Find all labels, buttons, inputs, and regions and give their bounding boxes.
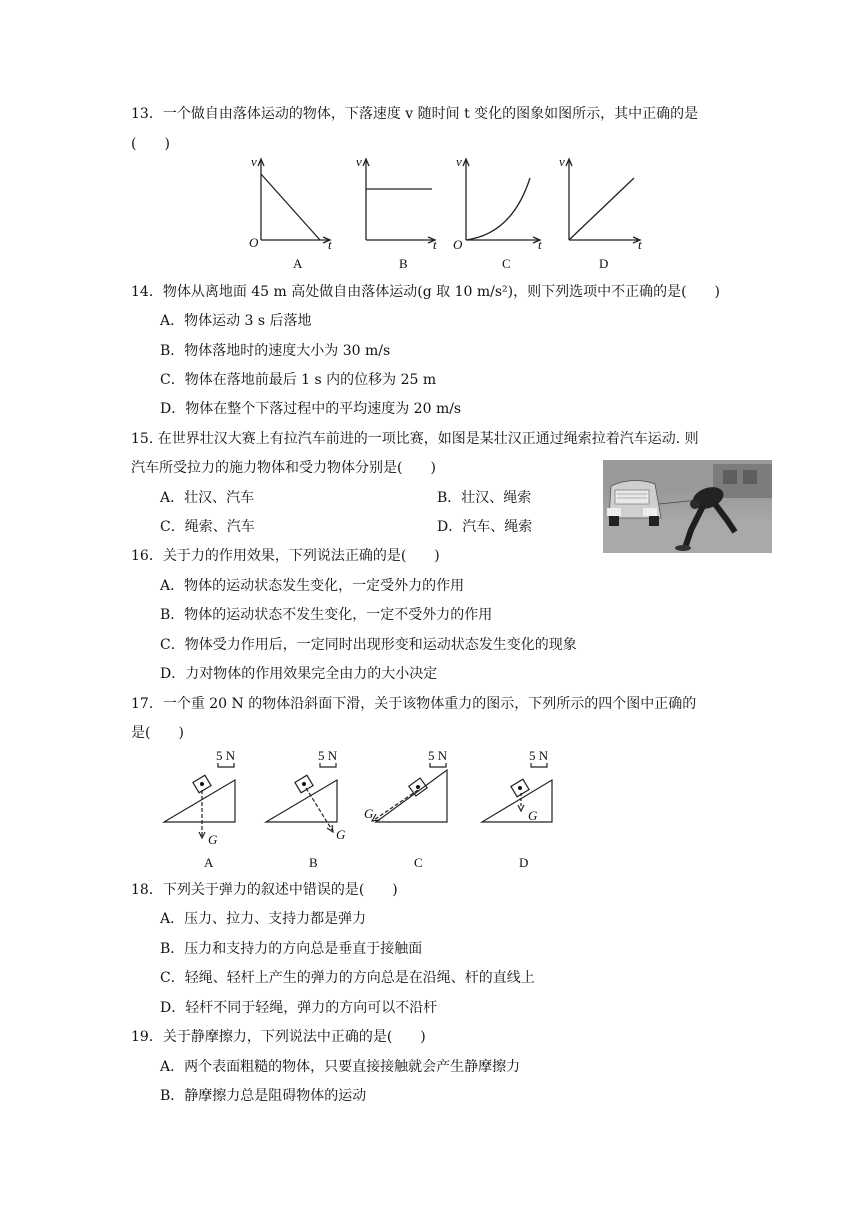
graph-c-v-label: v [456, 154, 462, 169]
graph-a-caption: A [293, 256, 303, 271]
graph-a-axes [258, 159, 330, 243]
q19-option-b: B．静摩擦力总是阻碍物体的运动 [160, 1088, 367, 1104]
graph-d-axes [566, 159, 640, 243]
diagram-b-g-label: G [336, 827, 346, 842]
q14-option-a: A．物体运动 3 s 后落地 [160, 313, 312, 329]
graph-d-t-label: t [638, 237, 642, 252]
diagram-d-g-label: G [528, 808, 538, 823]
q15-option-c: C．绳索、汽车 [160, 519, 255, 535]
graph-b-axes [363, 159, 435, 243]
q16-stem: 16．关于力的作用效果，下列说法正确的是( ) [131, 548, 440, 564]
diagram-b-arrow [306, 788, 333, 832]
graph-d-caption: D [599, 256, 609, 271]
graph-c-curve [466, 178, 530, 240]
diagram-b-scale [320, 763, 336, 767]
diagram-a-caption: A [204, 855, 214, 870]
diagram-c-arrow [372, 790, 418, 821]
q17-stem-line1: 17．一个重 20 N 的物体沿斜面下滑，关于该物体重力的图示，下列所示的四个图中正确的 [131, 696, 697, 712]
diagram-d-scale [531, 763, 547, 767]
diagram-b-incline [266, 780, 337, 822]
q18-option-a: A．压力、拉力、支持力都是弹力 [160, 911, 367, 927]
diagram-c-caption: C [414, 855, 423, 870]
q18-option-d: D．轻杆不同于轻绳，弹力的方向可以不沿杆 [160, 1000, 438, 1016]
q13-stem-line2: ( ) [131, 136, 170, 152]
q18-option-c: C．轻绳、轻杆上产生的弹力的方向总是在沿绳、杆的直线上 [160, 970, 535, 986]
q14-option-b: B．物体落地时的速度大小为 30 m/s [160, 343, 391, 359]
diagram-b-caption: B [309, 855, 318, 870]
diagram-a-arrow [199, 790, 205, 838]
diagram-a-g-label: G [208, 832, 218, 847]
graph-a-line [261, 174, 320, 240]
q16-option-b: B．物体的运动状态不发生变化，一定不受外力的作用 [160, 607, 493, 623]
q14-option-d: D．物体在整个下落过程中的平均速度为 20 m/s [160, 401, 462, 417]
diagram-d-incline [482, 780, 552, 822]
q16-option-a: A．物体的运动状态发生变化，一定受外力的作用 [160, 578, 465, 594]
q13-vt-graphs [240, 152, 650, 274]
graph-c-t-label: t [538, 237, 542, 252]
diagram-c-scale [430, 763, 446, 767]
graph-d-line [569, 178, 634, 240]
diagram-c-g-label: G [364, 806, 374, 821]
q18-option-b: B．压力和支持力的方向总是垂直于接触面 [160, 941, 423, 957]
q18-stem: 18．下列关于弹力的叙述中错误的是( ) [131, 882, 398, 898]
q15-stem-line1: 15. 在世界壮汉大赛上有拉汽车前进的一项比赛，如图是某壮汉正通过绳索拉着汽车运动. 则 [131, 431, 699, 447]
diagram-a-scale [218, 763, 234, 767]
q15-option-d: D．汽车、绳索 [437, 519, 533, 535]
graph-d-v-label: v [559, 154, 565, 169]
q17-gravity-diagrams [158, 748, 558, 874]
diagram-d-scale-label: 5 N [529, 748, 549, 763]
diagram-c-scale-label: 5 N [428, 748, 448, 763]
q17-stem-line2: 是( ) [131, 725, 184, 741]
graph-b-caption: B [399, 256, 408, 271]
graph-a-origin: O [249, 235, 259, 250]
graph-b-v-label: v [356, 154, 362, 169]
q15-option-b: B．壮汉、绳索 [437, 490, 532, 506]
q16-option-c: C．物体受力作用后，一定同时出现形变和运动状态发生变化的现象 [160, 637, 577, 653]
diagram-d-caption: D [519, 855, 529, 870]
q14-stem: 14．物体从离地面 45 m 高处做自由落体运动(g 取 10 m/s²)，则下列选项中不正确的是( ) [131, 284, 721, 300]
q15-option-a: A．壮汉、汽车 [160, 490, 255, 506]
q14-option-c: C．物体在落地前最后 1 s 内的位移为 25 m [160, 372, 437, 388]
diagram-a-scale-label: 5 N [216, 748, 236, 763]
q19-option-a: A．两个表面粗糙的物体，只要直接接触就会产生静摩擦力 [160, 1059, 521, 1075]
graph-c-axes [463, 159, 540, 243]
graph-a-v-label: v [251, 154, 257, 169]
diagram-a-incline [164, 780, 235, 822]
graph-b-t-label: t [433, 237, 437, 252]
strongman-pulling-car-photo [603, 460, 772, 553]
graph-a-t-label: t [328, 237, 332, 252]
q19-stem: 19．关于静摩擦力，下列说法中正确的是( ) [131, 1029, 426, 1045]
q16-option-d: D．力对物体的作用效果完全由力的大小决定 [160, 666, 438, 682]
graph-c-caption: C [502, 256, 511, 271]
q15-stem-line2: 汽车所受拉力的施力物体和受力物体分别是( ) [131, 460, 436, 476]
diagram-c-incline [376, 770, 447, 822]
q13-stem-line1: 13．一个做自由落体运动的物体，下落速度 v 随时间 t 变化的图象如图所示，其中正确的是 [131, 106, 699, 122]
graph-c-origin: O [453, 237, 463, 252]
diagram-b-scale-label: 5 N [318, 748, 338, 763]
